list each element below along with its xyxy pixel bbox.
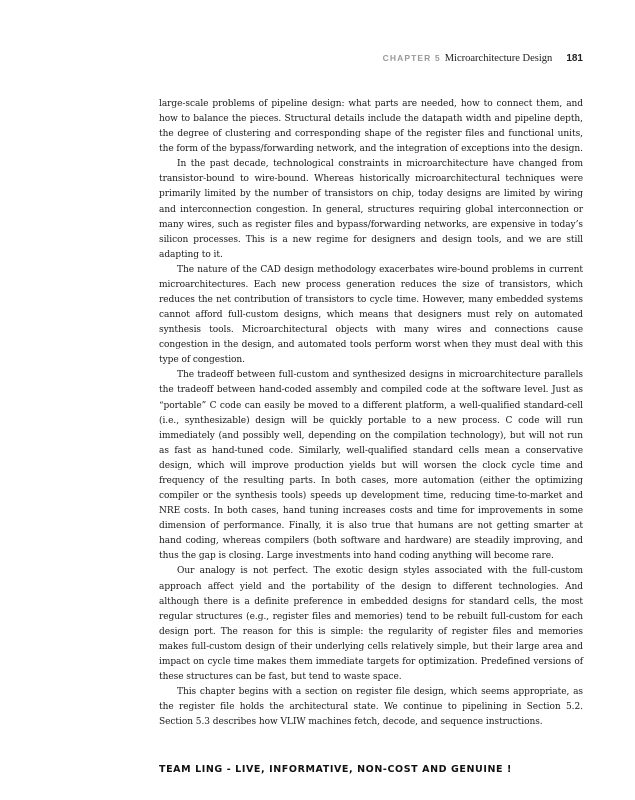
paragraph-4: The tradeoff between full-custom and synthesized designs in microarchitecture parallels the tradeoff between hand-coded assembly and compiled code at the software level. Just as “portable” C code can easily be moved to a different platform, a well-qualified standard-cell (i.e., synthesizable) design will be quickly portable to a new process. C code will run immediately (and possibly well, depending on the compilation technology), but will not run as fast as hand-tuned code. Similarly, well-qualified standard cells mean a conservative design, which will improve production yields but will worsen the clock cycle time and frequency of the resulting parts. In both cases, more automation (either the optimizing compiler or the synthesis tools) speeds up development time, reducing time-to-market and NRE costs. In both cases, hand tuning increases costs and time for improvements in some dimension of performance. Finally, it is also true that humans are not getting smarter at hand coding, whereas compilers (both software and hardware) are steadily improving, and thus the gap is closing. Large investments into hand coding anything will become rare.	[159, 370, 583, 562]
page-number: 181	[566, 53, 583, 64]
paragraph-5: Our analogy is not perfect. The exotic design styles associated with the full-custom approach affect yield and the portability of the design to different technologies. And although there is a definite preference in embedded designs for standard cells, the most regular structures (e.g., register files and memories) tend to be rebuilt full-custom for each design port. The reason for this is simple: the regularity of register files and memories makes full-custom design of their underlying cells relatively simple, but their large area and impact on cycle time makes them immediate targets for optimization. Predefined versions of these structures can be fast, but tend to waste space.	[159, 566, 583, 682]
footer-banner: TEAM LING - LIVE, INFORMATIVE, NON-COST AND GENUINE !	[159, 764, 512, 775]
paragraph-2: In the past decade, technological constraints in microarchitecture have changed from transistor-bound to wire-bound. Whereas historically microarchitectural techniques were primarily limited by the number of transistors on chip, today designs are limited by wiring and interconnection congestion. In general, structures requiring global interconnection or many wires, such as register files and bypass/forwarding networks, are expensive in today’s silicon processes. This is a new regime for designers and design tools, and we are still adapting to it.	[159, 159, 583, 260]
chapter-label: CHAPTER 5	[382, 53, 441, 63]
paragraph-3: The nature of the CAD design methodology exacerbates wire-bound problems in current microarchitectures. Each new process generation reduces the size of transistors, which reduces the net contribution of transistors to cycle time. However, many embedded systems cannot afford full-custom designs, which means that designers must rely on automated synthesis tools. Microarchitectural objects with many wires and connections cause congestion in the design, and automated tools perform worst when they must deal with this type of congestion.	[159, 264, 583, 366]
running-header	[383, 53, 583, 64]
paragraph-1: large-scale problems of pipeline design: what parts are needed, how to connect them, and how to balance the pieces. Structural details include the datapath width and pipeline depth, the degree of clustering and corresponding shape of the register files and functional units, the form of the bypass/forwarding network, and the integration of exceptions into the design.	[159, 99, 583, 155]
paragraph-6: This chapter begins with a section on register file design, which seems appropriate, as the register file holds the architectural state. We continue to pipelining in Section 5.2. Section 5.3 describes how VLIW machines fetch, decode, and sequence instructions.	[159, 687, 583, 728]
chapter-title: Microarchitecture Design	[444, 53, 553, 64]
body-text	[159, 97, 583, 730]
